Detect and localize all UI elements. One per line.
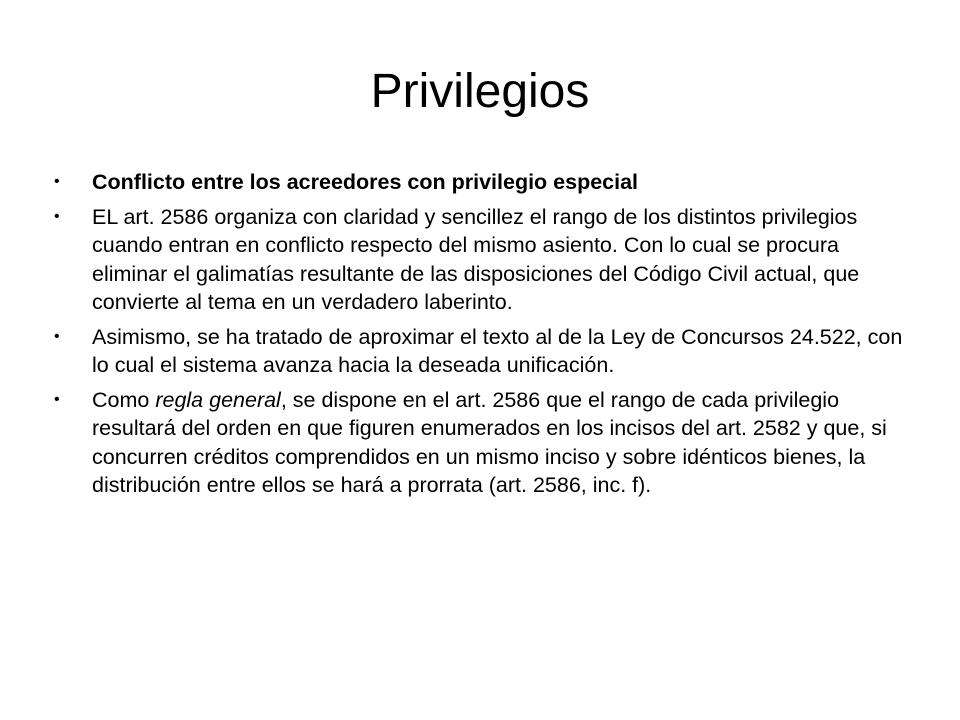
bullet-item [54, 386, 912, 500]
bullet-item [54, 203, 912, 317]
bullet-text: Conflicto entre los acreedores con privilegio especial [92, 170, 639, 194]
bullet-icon: • [54, 327, 60, 345]
bullet-text-before: Como [92, 387, 156, 412]
bullet-list [54, 168, 912, 506]
bullet-icon: • [54, 207, 60, 225]
bullet-text: EL art. 2586 organiza con claridad y sencillez el rango de los distintos privilegios cuando entran en conflicto respecto del mismo asiento. Con lo cual se procura eliminar el galimatías resultante de las disposiciones del Código Civil actual, que convierte al tema en un verdadero laberinto. [92, 204, 860, 314]
bullet-text-emphasis: regla general [155, 387, 281, 412]
bullet-item [54, 168, 912, 197]
bullet-icon: • [54, 390, 60, 408]
bullet-text-after: , se dispone en el art. 2586 que el rango de cada privilegio resultará del orden en que figuren enumerados en los incisos del art. 2582 y que, si concurren créditos comprendidos en un mismo inciso y sobre idénticos bienes, la distribución entre ellos se hará a prorrata (art. 2586, inc. f). [92, 387, 887, 497]
slide-title: Privilegios [370, 65, 590, 118]
bullet-icon: • [54, 173, 60, 190]
bullet-item [54, 323, 912, 380]
bullet-text: Asimismo, se ha tratado de aproximar el texto al de la Ley de Concursos 24.522, con lo cual el sistema avanza hacia la deseada unificación. [92, 324, 903, 377]
